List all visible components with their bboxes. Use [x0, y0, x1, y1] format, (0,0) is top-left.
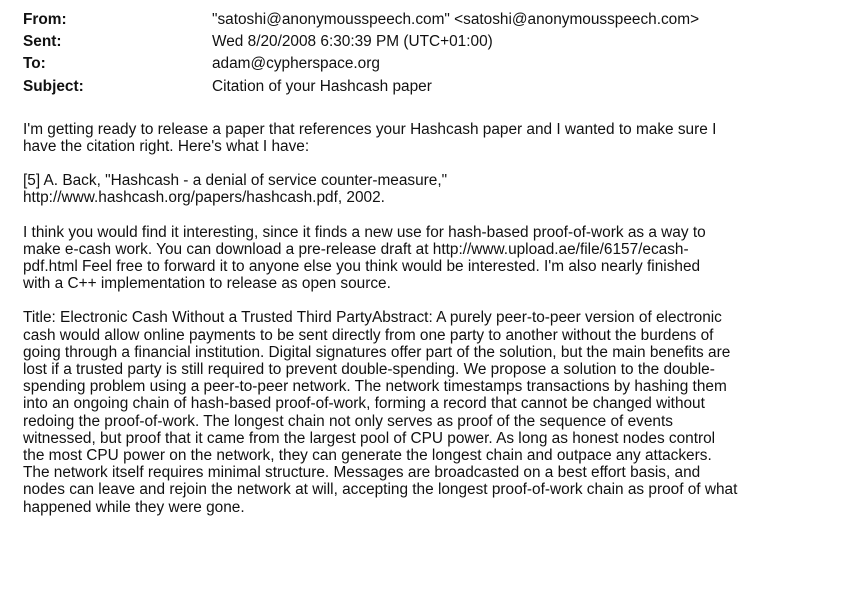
- text-line: [5] A. Back, "Hashcash - a denial of service counter-measure,": [23, 172, 448, 190]
- from-value: "satoshi@anonymousspeech.com" <satoshi@anonymousspeech.com>: [212, 11, 700, 28]
- text-line: nodes can leave and rejoin the network at will, accepting the longest proof-of-work chain as proof of what: [23, 481, 738, 499]
- text-line: Title: Electronic Cash Without a Trusted Third PartyAbstract: A purely peer-to-peer version of electronic: [23, 309, 722, 327]
- text-line: redoing the proof-of-work. The longest chain not only serves as proof of the sequence of events: [23, 412, 673, 430]
- text-line: the most CPU power on the network, they can generate the longest chain and outpace any attackers.: [23, 447, 712, 465]
- download-paragraph: [23, 224, 841, 293]
- text-line: cash would allow online payments to be sent directly from one party to another without the burdens of: [23, 326, 714, 344]
- text-line: I think you would find it interesting, since it finds a new use for hash-based proof-of-work as a way to: [23, 223, 706, 241]
- intro-paragraph: [23, 121, 841, 155]
- citation-paragraph: [23, 172, 841, 206]
- sent-label: Sent:: [23, 33, 62, 51]
- email-header-block: [23, 11, 841, 95]
- text-line: make e-cash work. You can download a pre-release draft at http://www.upload.ae/file/6157/ecash-: [23, 240, 689, 258]
- abstract-paragraph: [23, 309, 841, 515]
- subject-label: Subject:: [23, 77, 84, 95]
- text-line: lost if a trusted party is still required to prevent double-spending. We propose a solution to the double-: [23, 361, 715, 379]
- text-line: going through a financial institution. Digital signatures offer part of the solution, but the main benefits are: [23, 343, 731, 361]
- text-line: pdf.html Feel free to forward it to anyone else you think would be interested. I'm also nearly finished: [23, 258, 701, 276]
- to-label: To:: [23, 55, 46, 73]
- subject-value: Citation of your Hashcash paper: [212, 77, 432, 95]
- text-line: spending problem using a peer-to-peer network. The network timestamps transactions by hashing them: [23, 378, 727, 396]
- text-line: with a C++ implementation to release as open source.: [23, 275, 391, 293]
- email-body: [23, 121, 841, 516]
- text-line: have the citation right. Here's what I have:: [23, 138, 310, 156]
- text-line: into an ongoing chain of hash-based proof-of-work, forming a record that cannot be changed without: [23, 395, 705, 413]
- to-value: adam@cypherspace.org: [212, 55, 380, 73]
- from-label: From:: [23, 11, 67, 28]
- text-line: witnessed, but proof that it came from the largest pool of CPU power. As long as honest nodes control: [23, 429, 716, 447]
- text-line: I'm getting ready to release a paper that references your Hashcash paper and I wanted to make sure I: [23, 120, 717, 138]
- text-line: happened while they were gone.: [23, 498, 245, 516]
- text-line: The network itself requires minimal structure. Messages are broadcasted on a best effort basis, and: [23, 464, 701, 482]
- sent-value: Wed 8/20/2008 6:30:39 PM (UTC+01:00): [212, 33, 493, 51]
- text-line: http://www.hashcash.org/papers/hashcash.pdf, 2002.: [23, 189, 385, 207]
